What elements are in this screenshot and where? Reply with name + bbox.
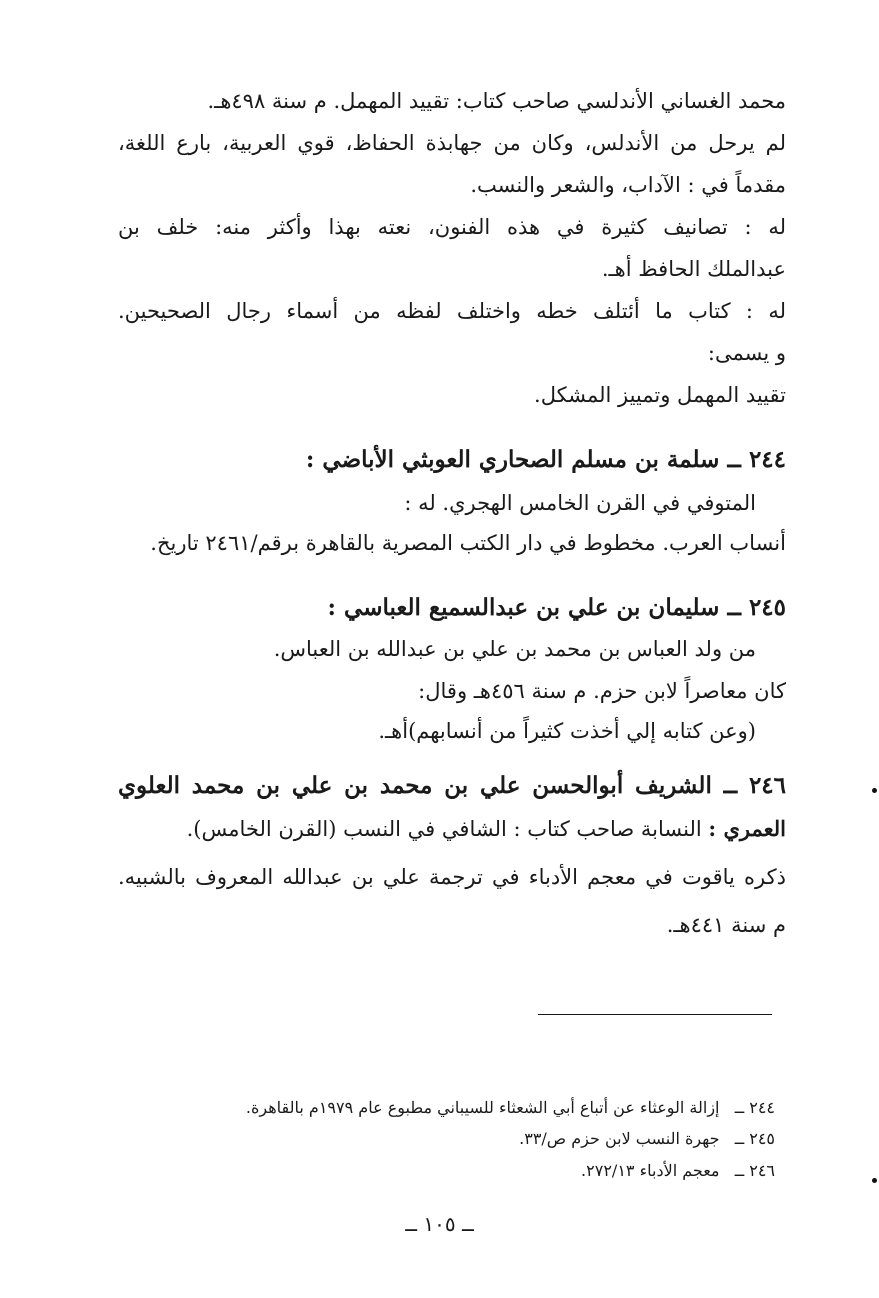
entry-246-line-3: م سنة ٤٤١هـ. bbox=[666, 913, 786, 937]
entry-246-heading: ٢٤٦ ــ الشريف أبوالحسن علي بن محمد بن علي بن محمد العلوي bbox=[118, 772, 786, 799]
entry-244-heading: ٢٤٤ ــ سلمة بن مسلم الصحاري العوبثي الأباضي : bbox=[305, 446, 786, 473]
footnote-divider bbox=[538, 1014, 772, 1015]
entry-246-line-1 bbox=[187, 814, 786, 844]
entry-246-name-tail: العمري : bbox=[708, 816, 786, 841]
intro-line-3: مقدماً في : الآداب، والشعر والنسب. bbox=[470, 173, 786, 197]
intro-line-1: محمد الغساني الأندلسي صاحب كتاب: تقييد المهمل. م سنة ٤٩٨هـ. bbox=[207, 89, 786, 113]
footnote-246-number: ٢٤٦ ــ bbox=[734, 1161, 775, 1180]
entry-245 bbox=[118, 592, 786, 752]
entry-244-line-2: أنساب العرب. مخطوط في دار الكتب المصرية بالقاهرة برقم/٢٤٦١ تاريخ. bbox=[150, 531, 786, 555]
footnote-244-number: ٢٤٤ ــ bbox=[734, 1098, 775, 1117]
footnote-246-text: معجم الأدباء ٢٧٢/١٣. bbox=[581, 1161, 720, 1180]
intro-line-2: لم يرحل من الأندلس، وكان من جهابذة الحفاظ، قوي العربية، بارع اللغة، bbox=[118, 131, 786, 155]
entry-246-line-1-text: النسابة صاحب كتاب : الشافي في النسب (القرن الخامس). bbox=[186, 817, 709, 841]
intro-section bbox=[118, 86, 786, 426]
entry-245-line-1: من ولد العباس بن محمد بن علي بن عبدالله بن العباس. bbox=[273, 637, 756, 661]
footnote-246 bbox=[581, 1159, 775, 1183]
entry-244-line-1: المتوفي في القرن الخامس الهجري. له : bbox=[404, 491, 756, 515]
page-number: ــ ١٠٥ ــ bbox=[405, 1212, 474, 1236]
intro-line-6: له : كتاب ما أئتلف خطه واختلف لفظه من أسماء رجال الصحيحين. bbox=[118, 299, 786, 323]
entry-246 bbox=[118, 770, 786, 970]
footnote-244 bbox=[246, 1096, 775, 1120]
intro-line-4: له : تصانيف كثيرة في هذه الفنون، نعته بهذا وأكثر منه: خلف بن bbox=[118, 215, 786, 239]
intro-line-5: عبدالملك الحافظ أهـ. bbox=[601, 257, 786, 281]
footnote-244-text: إزالة الوعثاء عن أتباع أبي الشعثاء للسيباني مطبوع عام ١٩٧٩م بالقاهرة. bbox=[245, 1098, 720, 1117]
footnote-245-text: جهرة النسب لابن حزم ص/٣٣. bbox=[519, 1129, 720, 1148]
entry-245-line-2: كان معاصراً لابن حزم. م سنة ٤٥٦هـ وقال: bbox=[418, 679, 786, 703]
scan-speck bbox=[872, 788, 877, 793]
intro-line-8: تقييد المهمل وتمييز المشكل. bbox=[534, 383, 786, 407]
scan-speck bbox=[872, 1178, 877, 1183]
footnote-245-number: ٢٤٥ ــ bbox=[734, 1129, 775, 1148]
intro-line-7: و يسمى: bbox=[707, 341, 786, 365]
footnote-245 bbox=[519, 1127, 775, 1151]
entry-245-heading: ٢٤٥ ــ سليمان بن علي بن عبدالسميع العباسي : bbox=[327, 594, 786, 621]
entry-244 bbox=[118, 444, 786, 564]
entry-245-line-3: (وعن كتابه إلي أخذت كثيراً من أنسابهم)أهـ. bbox=[378, 719, 756, 743]
entry-246-line-2: ذكره ياقوت في معجم الأدباء في ترجمة علي بن عبدالله المعروف بالشبيه. bbox=[118, 865, 786, 889]
